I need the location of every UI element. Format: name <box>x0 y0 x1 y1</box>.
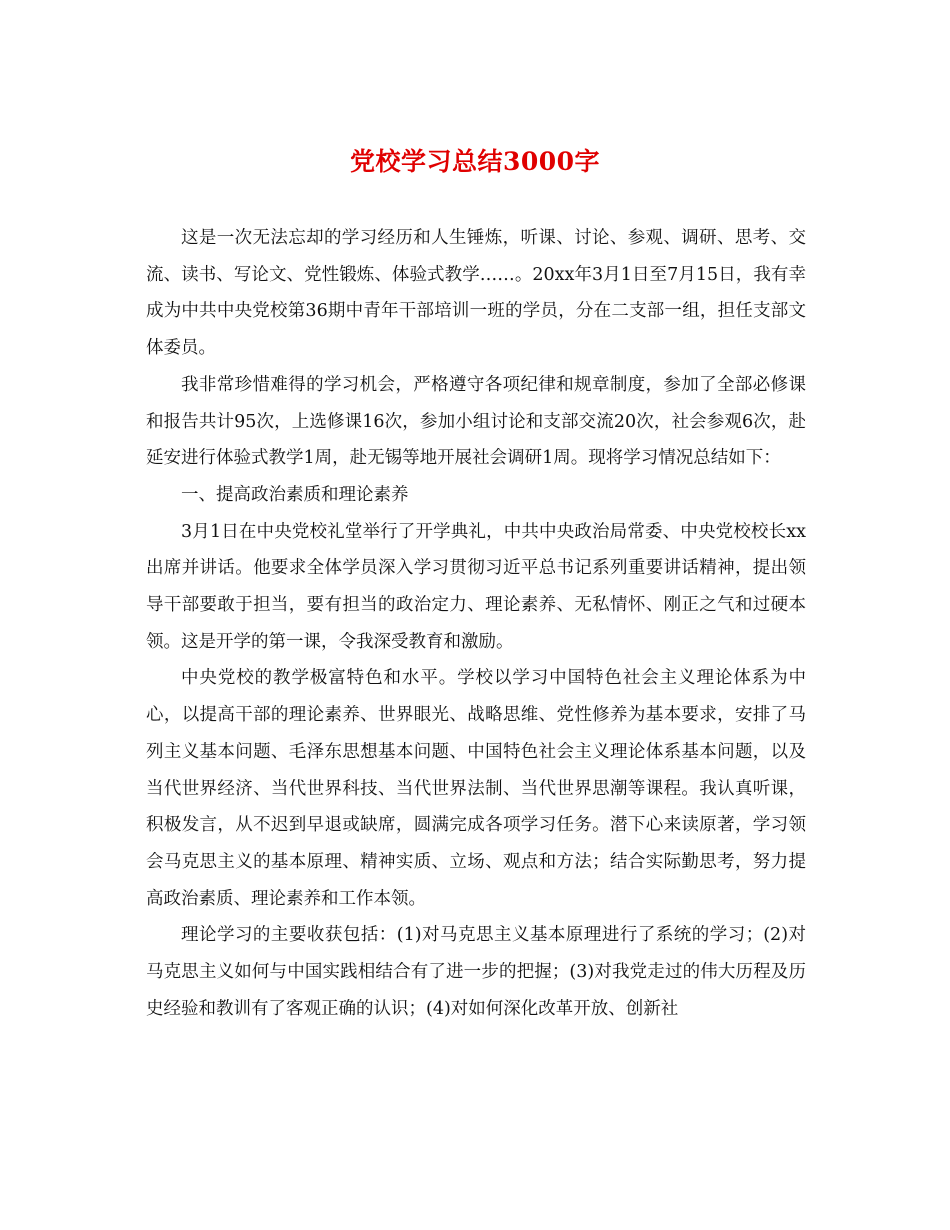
section-heading-1: 一、提高政治素质和理论素养 <box>181 484 409 505</box>
paragraph-teaching: 中央党校的教学极富特色和水平。学校以学习中国特色社会主义理论体系为中心，以提高干部的理论素养、世界眼光、战略思维、党性修养为基本要求，安排了马列主义基本问题、毛泽东思想基本问题、中国特色社会主义理论体系基本问题，以及当代世界经济、当代世界科技、当代世界法制、当代世界思潮等课程。我认真听课，积极发言，从不迟到早退或缺席，圆满完成各项学习任务。潜下心来读原著，学习领会马克思主义的基本原理、精神实质、立场、观点和方法；结合实际勤思考，努力提高政治素质、理论素养和工作本领。 <box>146 668 806 909</box>
paragraph-intro: 这是一次无法忘却的学习经历和人生锤炼，听课、讨论、参观、调研、思考、交流、读书、写论文、党性锻炼、体验式教学……。20xx年3月1日至7月15日，我有幸成为中共中央党校第36期中青年干部培训一班的学员，分在二支部一组，担任支部文体委员。 <box>146 228 806 359</box>
paragraph-gains: 理论学习的主要收获包括：(1)对马克思主义基本原理进行了系统的学习；(2)对马克思主义如何与中国实践相结合有了进一步的把握；(3)对我党走过的伟大历程及历史经验和教训有了客观正确的认识；(4)对如何深化改革开放、创新社 <box>146 925 806 1019</box>
document-title: 党校学习总结3000字 <box>349 147 601 176</box>
paragraph-attendance: 我非常珍惜难得的学习机会，严格遵守各项纪律和规章制度，参加了全部必修课和报告共计95次，上选修课16次，参加小组讨论和支部交流20次，社会参观6次，赴延安进行体验式教学1周，赴无锡等地开展社会调研1周。现将学习情况总结如下： <box>146 374 806 469</box>
paragraph-opening-ceremony: 3月1日在中央党校礼堂举行了开学典礼，中共中央政治局常委、中央党校校长xx出席并讲话。他要求全体学员深入学习贯彻习近平总书记系列重要讲话精神，提出领导干部要敢于担当，要有担当的政治定力、理论素养、无私情怀、刚正之气和过硬本领。这是开学的第一课，令我深受教育和激励。 <box>146 521 806 652</box>
document-body <box>146 220 806 1027</box>
